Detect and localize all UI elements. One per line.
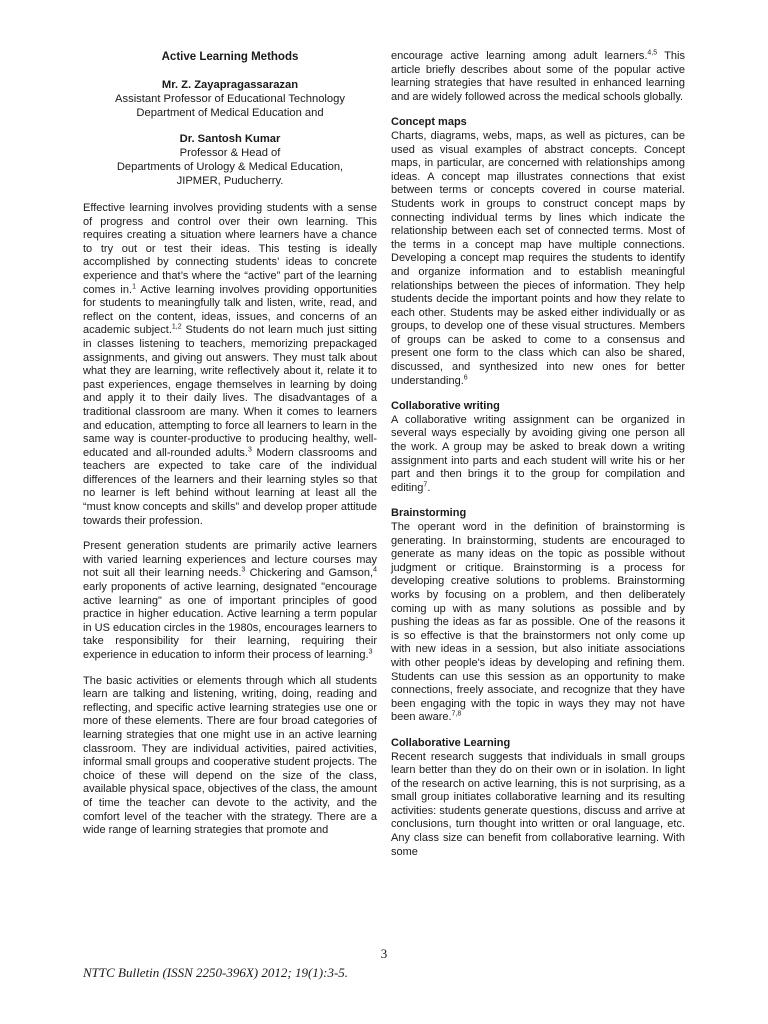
footer-citation: NTTC Bulletin (ISSN 2250-396X) 2012; 19(1):3-5.: [83, 965, 349, 980]
section-heading-collaborative-learning: Collaborative Learning: [391, 736, 511, 749]
paragraph-continued-intro: encourage active learning among adult learners.$^{4,5}$ This article briefly describes about some of the popular active learning strategies that have resulted in enhanced learning and are widely followed across the medical schools globally.: [391, 49, 685, 103]
author1-name: Mr. Z. Zayapragassarazan: [161, 79, 299, 91]
author2-role-line3: JIPMER, Puducherry.: [176, 175, 284, 187]
paragraph-intro: Effective learning involves providing students with a sense of progress and control over their own learning. This requires creating a situation where learners have a chance to try out or test their ideas. This testing is ideally accomplished by connecting students’ ideas to concrete experience and that’s where the “active” part of the learning comes in.$^1$ Active learning involves providing opportunities for students to meaningfully talk and listen, write, read, and reflect on the content, ideas, issues, and concerns of an academic subject.$^{1,2}$ Students do not learn much just sitting in classes listening to teachers, memorizing prepackaged assignments, and giving out answers. They must talk about what they are learning, write reflectively about it, relate it to past experiences, engage themselves in learning by doing and apply it to their daily lives. The disadvantages of a traditional classroom are many. When it comes to learners and education, attempting to force all learners to learn in the same way is counter-productive to producing healthy, well-educated and all-rounded adults.$^3$ Modern classrooms and teachers are expected to take care of the individual differences of the learners and their learning styles so that no learner is left behind without learning at least all the “must know concepts and skills” and develop proper attitude towards their profession.: [83, 202, 377, 527]
citation-superscript: 7: [423, 481, 428, 489]
article-header: [83, 50, 377, 188]
citation-superscript: 7,8: [451, 710, 462, 718]
author1-role-line1: Assistant Professor of Educational Technology: [115, 93, 345, 105]
author2-name: Dr. Santosh Kumar: [179, 133, 281, 145]
paragraph-present-generation: Present generation students are primarily active learners with varied learning experiences and lecture courses may not suit all their learning needs.$^3$ Chickering and Gamson,$^4$ early proponents of active learning, designated "encourage active learning" as one of important principles of good practice in higher education. Active learning a term popular in US education circles in the 1980s, encourages learners to take responsibility for their learning, requiring their experience in education to inform their process of learning.$^3$: [83, 540, 377, 661]
citation-superscript: 3: [247, 446, 252, 454]
citation-superscript: 3: [368, 648, 373, 656]
citation-superscript: 1: [132, 282, 136, 290]
citation-superscript: 4: [373, 566, 377, 574]
right-column: [391, 50, 685, 871]
paragraph-basic-activities: The basic activities or elements through which all students learn are talking and listening, writing, doing, reading and reflecting, and specific active learning strategies use one or more of these elements. There are four broad categories of learning strategies that one might use in an active learning classroom. They are individual activities, paired activities, informal small groups and cooperative student projects. The choice of these will depend on the size of the class, available physical space, objectives of the class, the amount of time the teacher can devote to the activity, and the comfort level of the teacher with the strategy. There are a wide range of learning strategies that promote and: [83, 674, 377, 837]
citation-superscript: 1,2: [171, 323, 182, 331]
section-heading-collaborative-writing: Collaborative writing: [391, 400, 500, 413]
citation-superscript: 6: [463, 374, 468, 381]
citation-superscript: 3: [241, 566, 246, 574]
section-heading-concept-maps: Concept maps: [391, 116, 467, 129]
author1-role-line2: Department of Medical Education and: [136, 107, 324, 119]
author2-role-line2: Departments of Urology & Medical Education,: [116, 161, 344, 173]
author2-role-line1: Professor & Head of: [179, 147, 281, 159]
paragraph-collaborative-writing: A collaborative writing assignment can be organized in several ways especially by avoiding giving one person all the work. A group may be asked to break down a writing assignment into parts and each student will write his or her part and then brings it to the group for compilation and editing$^7$.: [391, 413, 685, 494]
paragraph-collaborative-learning: Recent research suggests that individuals in small groups learn better than they do on their own or in isolation. In light of the research on active learning, this is not surprising, as a small group initiates collaborative learning and its resulting activities: students generate questions, discuss and arrive at conclusions, turn thought into written or oral language, etc. Any class size can benefit from collaborative learning. With some: [391, 750, 685, 858]
paragraph-brainstorming: The operant word in the definition of brainstorming is generating. In brainstorming, students are encouraged to generate as many ideas on the topic as possible without judgment or critique. Brainstorming is a process for developing creative solutions to problems. Brainstorming works by focusing on a problem, and then deliberately coming up with as many solutions as possible and by pushing the ideas as far as possible. One of the reasons it is so effective is that the brainstormers not only come up with new ideas in a session, but also initiate associations with other people's ideas by developing and refining them. Students can use this session as an opportunity to make connections, freely associate, and recognize that they have been engaging with the topic in ways they may not have been aware.$^{7,8}$: [391, 521, 685, 724]
paragraph-concept-maps: Charts, diagrams, webs, maps, as well as pictures, can be used as visual examples of abstract concepts. Concept maps, in particular, are concerned with relationships among ideas. A concept map illustrates connections that exist between terms or concepts covered in course material. Students work in groups to construct concept maps by connecting individual terms by lines which indicate the relationship between each set of connected terms. Most of the terms in a concept map have multiple connections. Developing a concept map requires the students to identify and organize information and to establish meaningful relationships between the pieces of information. They help students decide the important points and how they relate to each other. Students may be asked either individually or as groups, to develop one of these visual structures. Members of groups can be asked to come to a consensus and present one form to the class which can also be shared, discussed, and synthesized into new ones for better understanding.$^6$: [391, 129, 685, 387]
article-title: Active Learning Methods: [161, 51, 299, 63]
page-number: 3: [380, 946, 388, 961]
section-heading-brainstorming: Brainstorming: [391, 507, 467, 520]
citation-superscript: 4,5: [647, 49, 658, 57]
left-column: [83, 50, 377, 850]
